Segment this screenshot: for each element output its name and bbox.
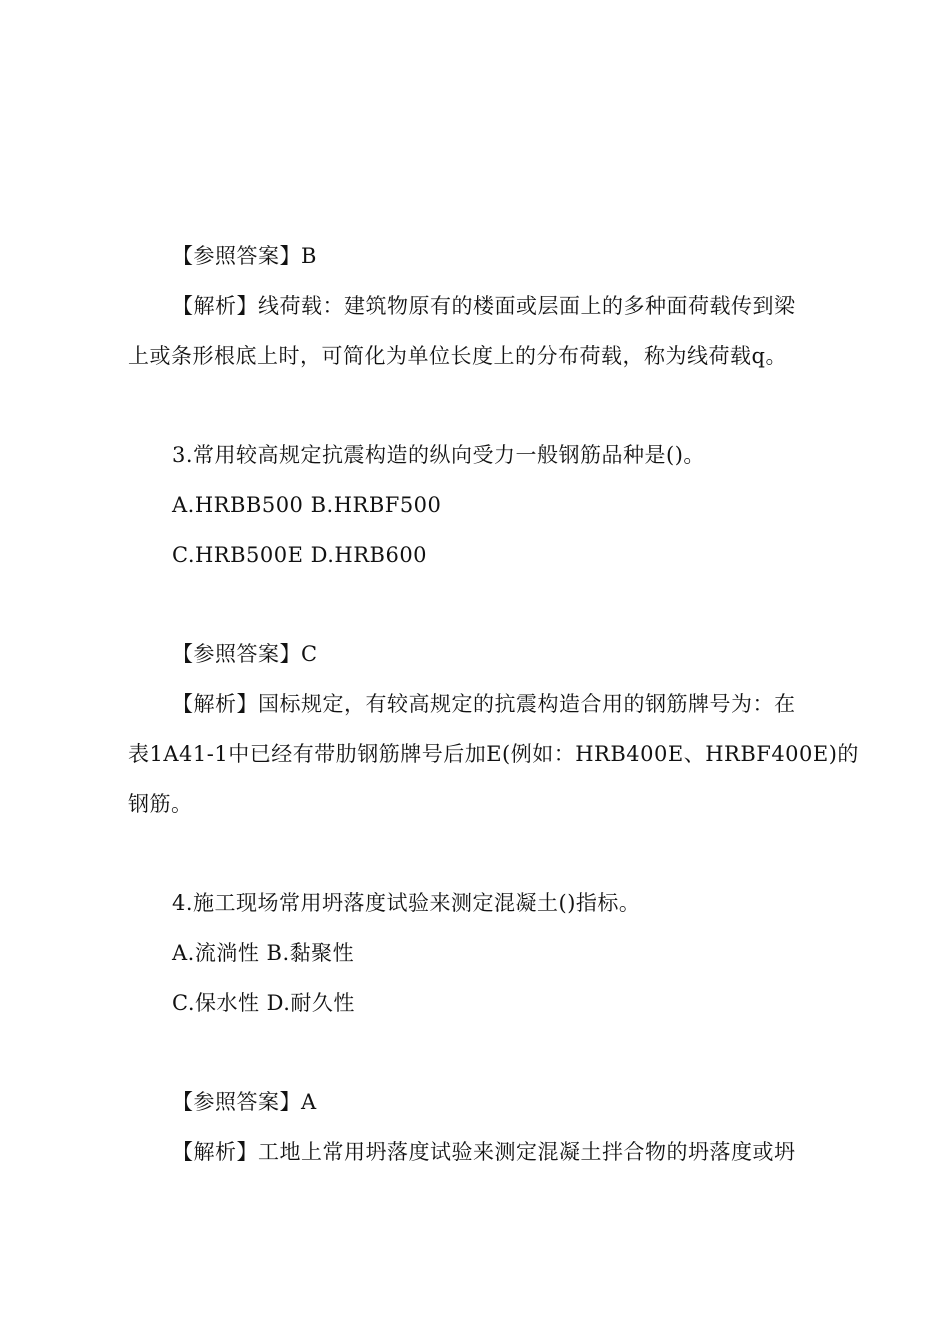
explanation-line: 上或条形根底上时，可简化为单位长度上的分布荷载，称为线荷载q。: [128, 344, 787, 368]
explanation-line: 钢筋。: [128, 792, 193, 816]
question-text: 4.施工现场常用坍落度试验来测定混凝土()指标。: [172, 891, 641, 915]
option-line: C.保水性 D.耐久性: [172, 991, 355, 1015]
question-text: 3.常用较高规定抗震构造的纵向受力一般钢筋品种是()。: [172, 443, 705, 467]
option-line: C.HRB500E D.HRB600: [172, 543, 428, 567]
option-line: A.HRBB500 B.HRBF500: [172, 493, 442, 517]
explanation-line: 【解析】工地上常用坍落度试验来测定混凝土拌合物的坍落度或坍: [172, 1140, 796, 1164]
explanation-line: 【解析】国标规定，有较高规定的抗震构造合用的钢筋牌号为：在: [172, 692, 796, 716]
answer-line: 【参照答案】C: [172, 642, 318, 666]
option-line: A.流淌性 B.黏聚性: [172, 941, 355, 965]
answer-line: 【参照答案】B: [172, 244, 317, 268]
explanation-line: 表1A41-1中已经有带肋钢筋牌号后加E(例如：HRB400E、HRBF400E)的: [128, 742, 859, 766]
explanation-line: 【解析】线荷载：建筑物原有的楼面或层面上的多种面荷载传到梁: [172, 294, 796, 318]
answer-line: 【参照答案】A: [172, 1090, 317, 1114]
